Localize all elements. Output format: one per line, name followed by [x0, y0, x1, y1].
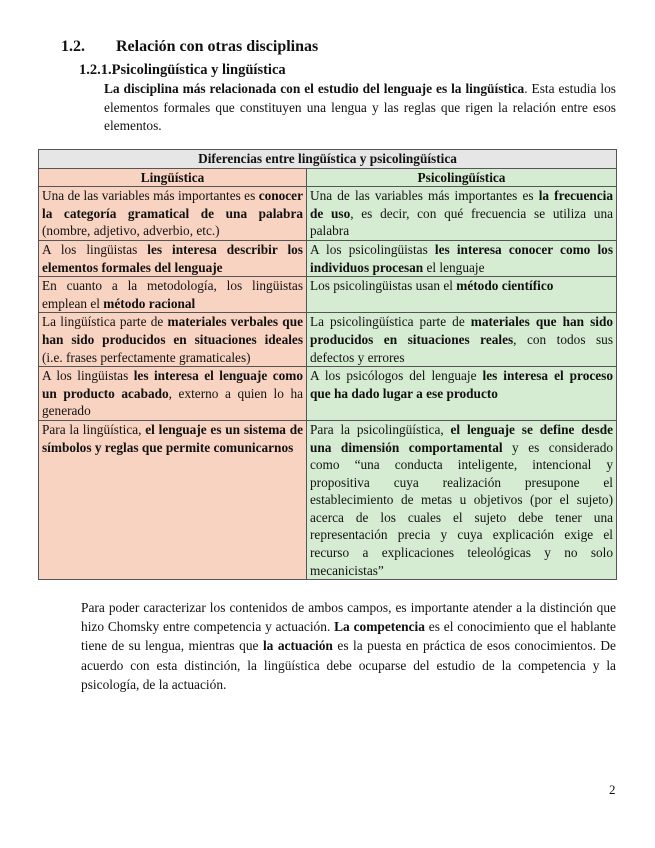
- column-header-psicolinguistica: Psicolingüística: [307, 168, 617, 187]
- cell-text-bold-run: materiales verbales que han sido producidos en situaciones ideales: [42, 314, 303, 347]
- closing-text-run: Para poder caracterizar los contenidos de ambos campos, es importante atender a la distinción que hizo Chomsky entre competencia y actuación.: [81, 600, 616, 635]
- closing-text-run: es el conocimiento que el hablante tiene de su lengua, mientras que: [81, 619, 616, 654]
- cell-text-bold-run: les interesa el lenguaje como un producto acabado: [42, 368, 303, 401]
- cell-text-run: Una de las variables más importantes es: [310, 188, 539, 204]
- linguistica-cell: [39, 187, 307, 241]
- cell-text-bold-run: les interesa conocer como los individuos procesan: [310, 241, 613, 275]
- cell-text-run: (nombre, adjetivo, adverbio, etc.): [42, 223, 220, 239]
- page-number: 2: [609, 782, 616, 797]
- section-title: Relación con otras disciplinas: [116, 38, 319, 55]
- cell-text-run: , externo a quien lo ha generado: [42, 385, 303, 419]
- psicolinguistica-cell: [307, 240, 617, 276]
- table-row: [39, 240, 617, 276]
- psicolinguistica-cell: [307, 277, 617, 313]
- psicolinguistica-cell: [307, 420, 617, 579]
- cell-text-bold-run: el lenguaje es un sistema de símbolos y reglas que permite comunicarnos: [42, 421, 303, 455]
- cell-text-run: A los psicólogos del lenguaje: [310, 368, 483, 384]
- cell-text-run: La lingüística parte de: [42, 314, 168, 330]
- intro-bold-text: La disciplina más relacionada con el estudio del lenguaje es la lingüística: [104, 81, 525, 96]
- table-row: [39, 313, 617, 367]
- cell-text-bold-run: les interesa el proceso que ha dado lugar a ese producto: [310, 368, 613, 401]
- table-row: [39, 277, 617, 313]
- closing-paragraph: [81, 598, 616, 694]
- closing-text-bold-run: La competencia: [334, 619, 425, 635]
- cell-text-run: Para la lingüística,: [42, 421, 146, 437]
- cell-text-run: , es decir, con qué frecuencia se utiliza una palabra: [310, 205, 613, 239]
- intro-paragraph: [104, 80, 616, 136]
- linguistica-cell: [39, 367, 307, 421]
- cell-text-bold-run: conocer la categoría gramatical de una palabra: [42, 188, 303, 221]
- subsection-title: Psicolingüística y lingüística: [111, 62, 286, 78]
- section-heading: [61, 38, 318, 56]
- cell-text-run: Los psicolingüistas usan el: [310, 278, 457, 294]
- table-title: Diferencias entre lingüística y psicolingüística: [39, 150, 617, 169]
- cell-text-bold-run: método racional: [103, 295, 196, 311]
- cell-text-run: En cuanto a la metodología, los lingüistas emplean el: [42, 278, 303, 311]
- cell-text-run: , con todos sus defectos y errores: [310, 331, 613, 365]
- subsection-number: 1.2.1.: [79, 62, 112, 78]
- cell-text-run: el lenguaje: [423, 259, 485, 275]
- cell-text-bold-run: el lenguaje se define desde una dimensión comportamental: [310, 421, 614, 455]
- table-row: [39, 420, 617, 579]
- linguistica-cell: [39, 313, 307, 367]
- closing-text-run: es la puesta en práctica de esos conocimientos. De acuerdo con esta distinción, la lingüística debe ocuparse del estudio de la competencia y la psicología, de la actuación.: [81, 638, 617, 692]
- cell-text-run: y es considerado como “una conducta inteligente, intencional y propositiva cuya realización presupone el establecimiento de metas u objetivos (por el sujeto) acerca de los cuales el sujeto debe tener una representación precia y cuya explicación exige el recurso a explicaciones teleológicas y no solo mecanicistas”: [310, 439, 613, 578]
- psicolinguistica-cell: [307, 187, 617, 241]
- cell-text-run: Una de las variables más importantes es: [42, 188, 259, 204]
- psicolinguistica-cell: [307, 367, 617, 421]
- cell-text-bold-run: materiales que han sido producidos en situaciones reales: [310, 314, 613, 347]
- comparison-table-wrapper: [38, 149, 617, 580]
- intro-text: . Esta estudia los elementos formales que constituyen una lengua y las reglas que rigen la relación entre esos elementos.: [104, 81, 616, 133]
- closing-text-bold-run: la actuación: [262, 638, 333, 654]
- cell-text-bold-run: les interesa describir los elementos formales del lenguaje: [42, 241, 303, 275]
- psicolinguistica-cell: [307, 313, 617, 367]
- linguistica-cell: [39, 277, 307, 313]
- cell-text-bold-run: método científico: [456, 278, 554, 294]
- cell-text-bold-run: la frecuencia de uso: [310, 188, 613, 221]
- cell-text-run: (i.e. frases perfectamente gramaticales): [42, 349, 251, 365]
- column-header-linguistica: Lingüística: [39, 168, 307, 187]
- table-body: [39, 187, 617, 580]
- comparison-table: [38, 149, 617, 580]
- section-number: 1.2.: [61, 38, 85, 55]
- table-row: [39, 187, 617, 241]
- cell-text-run: A los lingüistas: [42, 241, 148, 257]
- cell-text-run: La psicolingüística parte de: [310, 314, 471, 330]
- linguistica-cell: [39, 420, 307, 579]
- cell-text-run: A los lingüistas: [42, 368, 134, 384]
- table-row: [39, 367, 617, 421]
- linguistica-cell: [39, 240, 307, 276]
- cell-text-run: A los psicolingüistas: [310, 241, 435, 257]
- cell-text-run: Para la psicolingüística,: [310, 421, 451, 437]
- subsection-heading: [79, 62, 286, 79]
